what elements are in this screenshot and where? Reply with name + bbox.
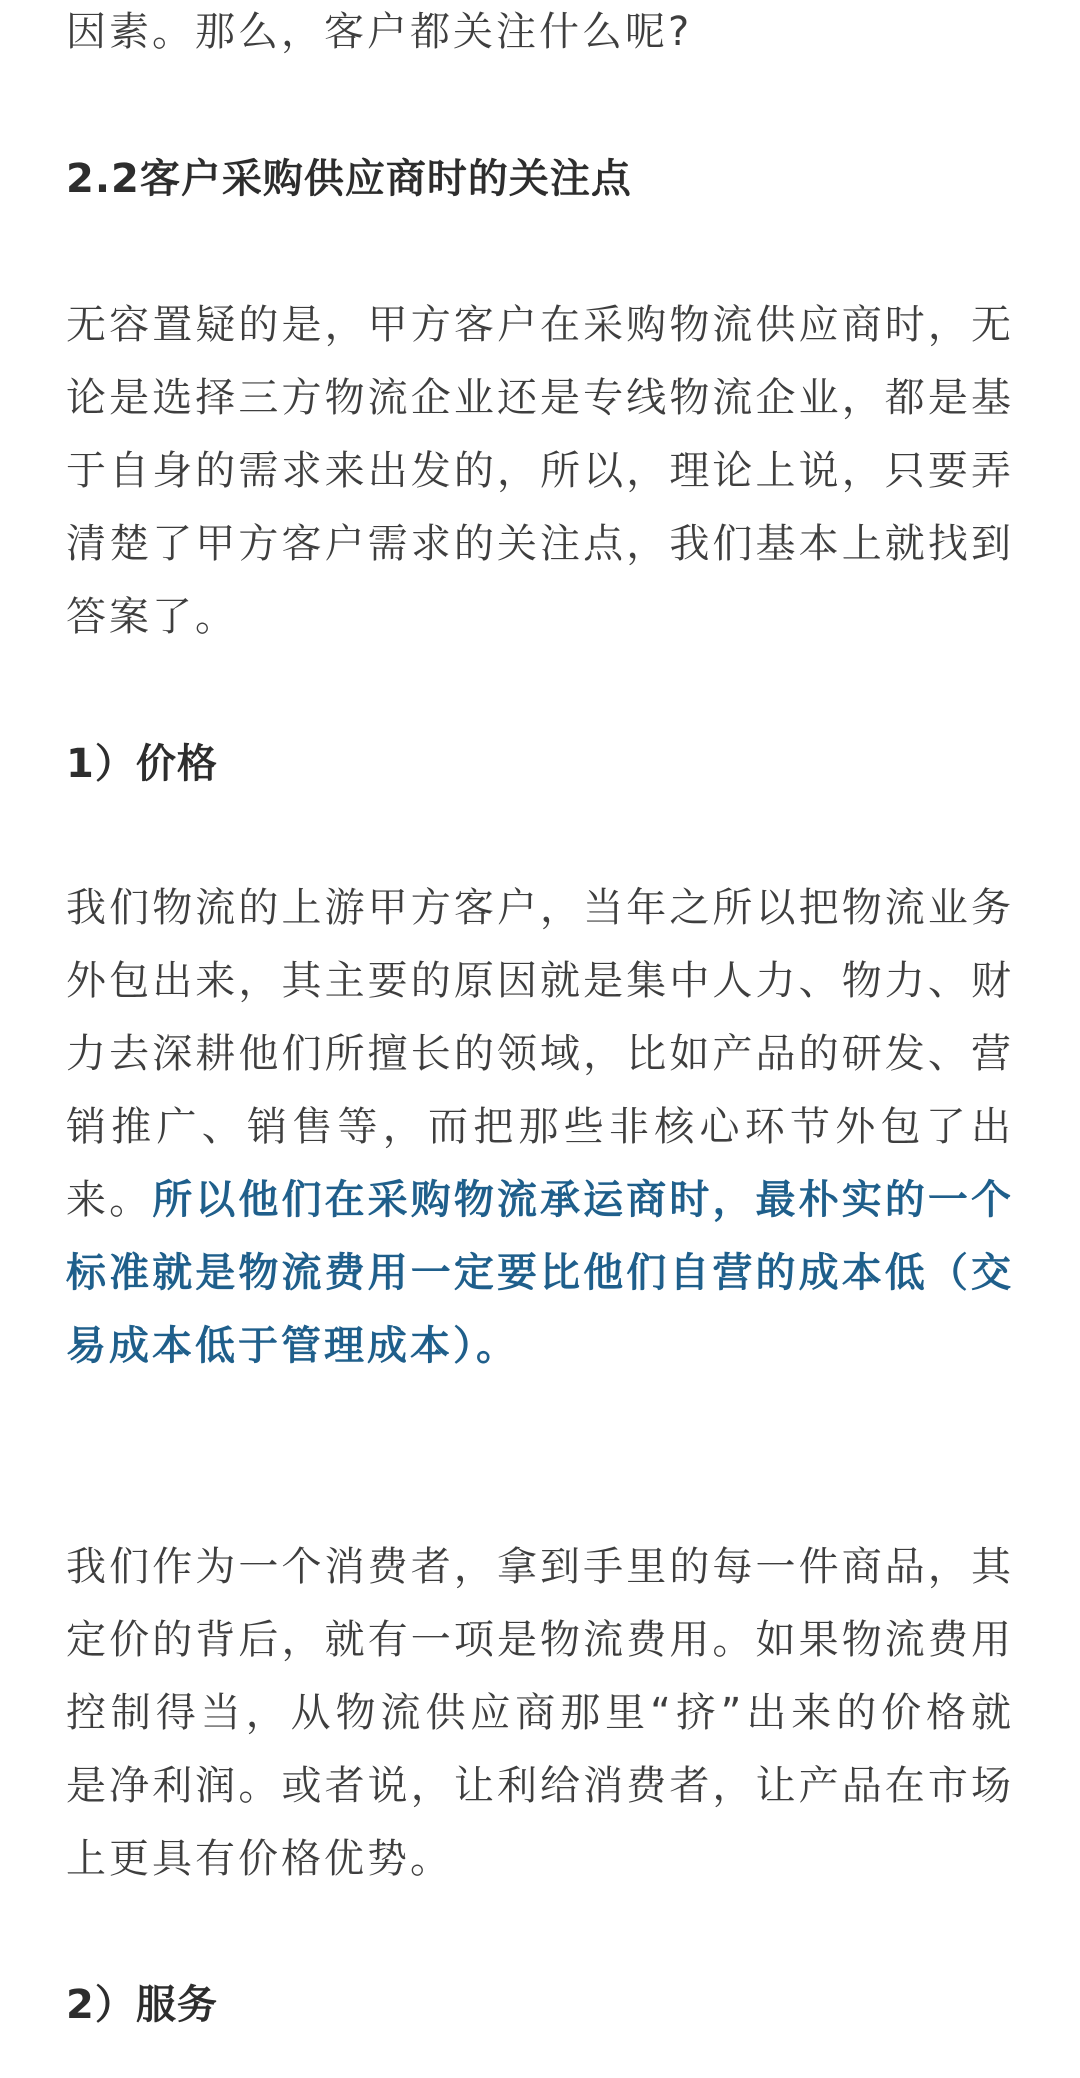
price-paragraph-plain: 我们物流的上游甲方客户，当年之所以把物流业务外包出来，其主要的原因就是集中人力、物力、财力去深耕他们所擅长的领域，比如产品的研发、营销推广、销售等，而把那些非核心环节外包了出来。	[66, 885, 1014, 1223]
price-paragraph-highlight: 所以他们在采购物流承运商时，最朴实的一个标准就是物流费用一定要比他们自营的成本低（交易成本低于管理成本）。	[66, 1177, 1015, 1369]
section-heading-customer-concerns: 2.2客户采购供应商时的关注点	[66, 156, 632, 202]
price-paragraph	[66, 872, 1014, 1383]
customer-concerns-paragraph: 无容置疑的是，甲方客户在采购物流供应商时，无论是选择三方物流企业还是专线物流企业，都是基于自身的需求来出发的，所以，理论上说，只要弄清楚了甲方客户需求的关注点，我们基本上就找到答案了。	[66, 302, 1014, 640]
subheading-service: 2）服务	[66, 1982, 218, 2028]
subheading-price: 1）价格	[66, 741, 218, 787]
intro-paragraph-tail: 因素。那么，客户都关注什么呢?	[66, 9, 693, 55]
consumer-paragraph: 我们作为一个消费者，拿到手里的每一件商品，其定价的背后，就有一项是物流费用。如果物流费用控制得当，从物流供应商那里“挤”出来的价格就是净利润。或者说，让利给消费者，让产品在市场上更具有价格优势。	[66, 1544, 1014, 1882]
